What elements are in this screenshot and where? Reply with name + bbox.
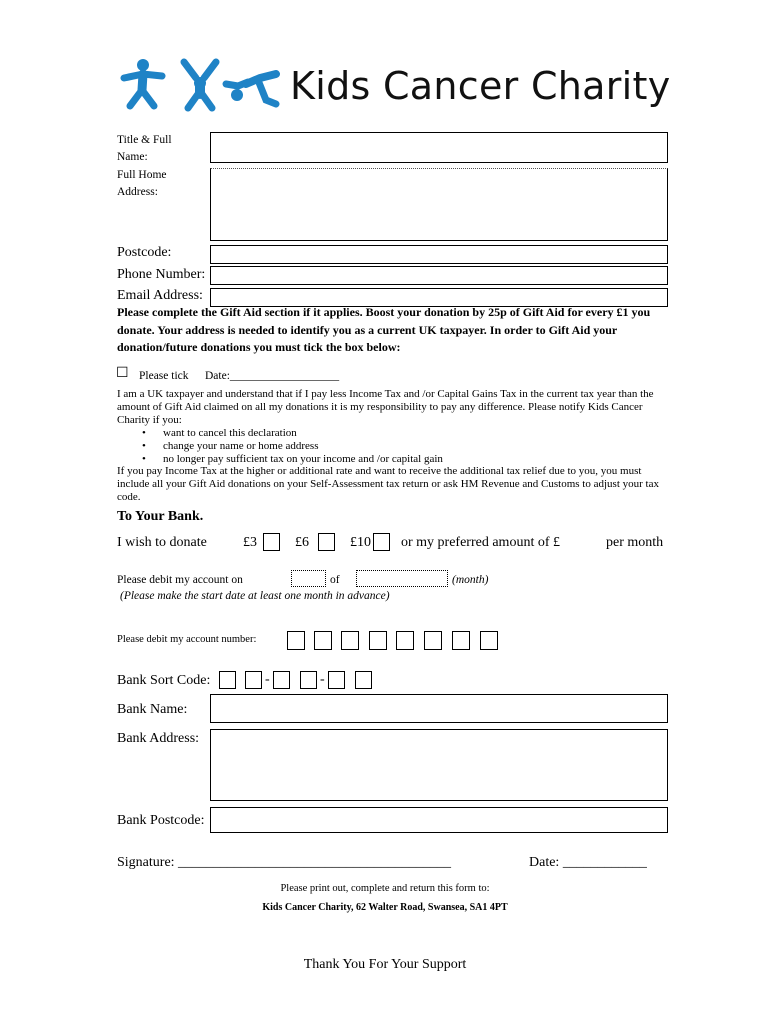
gift-aid-date[interactable]: Date:___________________ [205, 370, 340, 382]
phone-label: Phone Number: [117, 267, 206, 282]
postcode-field[interactable] [210, 245, 668, 264]
account-digit-2[interactable] [314, 631, 332, 650]
option-10-checkbox[interactable] [373, 533, 390, 551]
bullet-no-tax: • no longer pay sufficient tax on your income and /or capital gain [117, 453, 662, 466]
sort-code-digit-6[interactable] [355, 671, 372, 689]
option-6-checkbox[interactable] [318, 533, 335, 551]
return-address: Kids Cancer Charity, 62 Walter Road, Swansea, SA1 4PT [262, 902, 508, 913]
account-number-label: Please debit my account number: [117, 634, 257, 645]
postcode-label: Postcode: [117, 245, 172, 260]
debit-start-label: Please debit my account on [117, 574, 243, 586]
thank-you-message: Thank You For Your Support [303, 957, 467, 972]
bank-name-label: Bank Name: [117, 702, 188, 717]
bank-name-field[interactable] [210, 694, 668, 723]
bank-address-field[interactable] [210, 729, 668, 801]
title-name-label: Title & Full Name: [117, 134, 172, 163]
of-label: of [330, 574, 340, 586]
home-address-field[interactable] [210, 168, 668, 241]
signature-date-line[interactable]: Date: ____________ [529, 855, 647, 870]
per-month-label: per month [606, 535, 664, 550]
donate-label: I wish to donate [117, 535, 207, 550]
sort-code-digit-3[interactable] [273, 671, 290, 689]
account-digit-4[interactable] [369, 631, 387, 650]
start-month-field[interactable] [356, 570, 448, 587]
option-3-checkbox[interactable] [263, 533, 280, 551]
option-3-label: £3 [243, 535, 257, 550]
option-6-label: £6 [295, 535, 309, 550]
account-digit-3[interactable] [341, 631, 359, 650]
sort-code-digit-5[interactable] [328, 671, 345, 689]
sort-code-digit-4[interactable] [300, 671, 317, 689]
bullet-cancel: • want to cancel this declaration [117, 427, 662, 440]
option-10-label: £10 [350, 535, 371, 550]
gift-aid-checkbox-icon[interactable]: ☐ [116, 366, 129, 381]
higher-rate-note: If you pay Income Tax at the higher or additional rate and want to receive the additional tax relief due to you, you must include all your Gift Aid donations on your Self-Assessment tax return or ask HM Revenue and Customs to adjust your tax code. [117, 465, 659, 504]
tick-label: Please tick [139, 370, 189, 382]
email-label: Email Address: [117, 288, 203, 303]
return-note: Please print out, complete and return this form to: [280, 883, 490, 894]
sort-code-dash-1: - [265, 672, 270, 687]
sort-code-dash-2: - [320, 672, 325, 687]
address-label: Full Home Address: [117, 169, 167, 198]
bank-postcode-field[interactable] [210, 807, 668, 833]
account-digit-5[interactable] [396, 631, 414, 650]
account-digit-1[interactable] [287, 631, 305, 650]
bank-heading: To Your Bank. [117, 509, 204, 524]
charity-logo-icon [118, 56, 282, 112]
gift-aid-declaration: I am a UK taxpayer and understand that if I pay less Income Tax and /or Capital Gains Tax in the current tax year than the amount of Gift Aid claimed on all my donations it is my responsibility to pay any difference. Please notify Kids Cancer Charity if you: • want to cancel this declaration • change your name or home address • no longer pay sufficient tax on your income and /or capital gain If you pay Income Tax at the higher or additional rate and want to receive the additional tax relief due to you, you must include all your Gift Aid donations on your Self-Assessment tax return or ask HM Revenue and Customs to adjust your tax code. [117, 388, 662, 504]
preferred-amount-label: or my preferred amount of £ [401, 535, 560, 550]
account-digit-8[interactable] [480, 631, 498, 650]
notify-bullet-list [117, 427, 662, 466]
start-day-field[interactable] [291, 570, 326, 587]
bank-postcode-label: Bank Postcode: [117, 813, 205, 828]
signature-line[interactable]: Signature: _______________________________________ [117, 855, 452, 870]
gift-aid-intro: Please complete the Gift Aid section if it applies. Boost your donation by 25p of Gift Aid for every £1 you donate. Your address is needed to identify you as a current UK taxpayer. In order to Gift Aid your donation/future donations you must tick the box below: [117, 305, 651, 354]
charity-title: Kids Cancer Charity [290, 64, 671, 108]
bullet-change-address: • change your name or home address [117, 440, 662, 453]
sort-code-label: Bank Sort Code: [117, 673, 211, 688]
account-digit-7[interactable] [452, 631, 470, 650]
month-label: (month) [452, 574, 489, 586]
title-name-field[interactable] [210, 132, 668, 163]
sort-code-digit-1[interactable] [219, 671, 236, 689]
start-date-note: (Please make the start date at least one month in advance) [120, 590, 390, 602]
preferred-amount-field[interactable] [566, 533, 602, 551]
phone-field[interactable] [210, 266, 668, 285]
account-digit-6[interactable] [424, 631, 442, 650]
bank-address-label: Bank Address: [117, 731, 200, 746]
sort-code-digit-2[interactable] [245, 671, 262, 689]
